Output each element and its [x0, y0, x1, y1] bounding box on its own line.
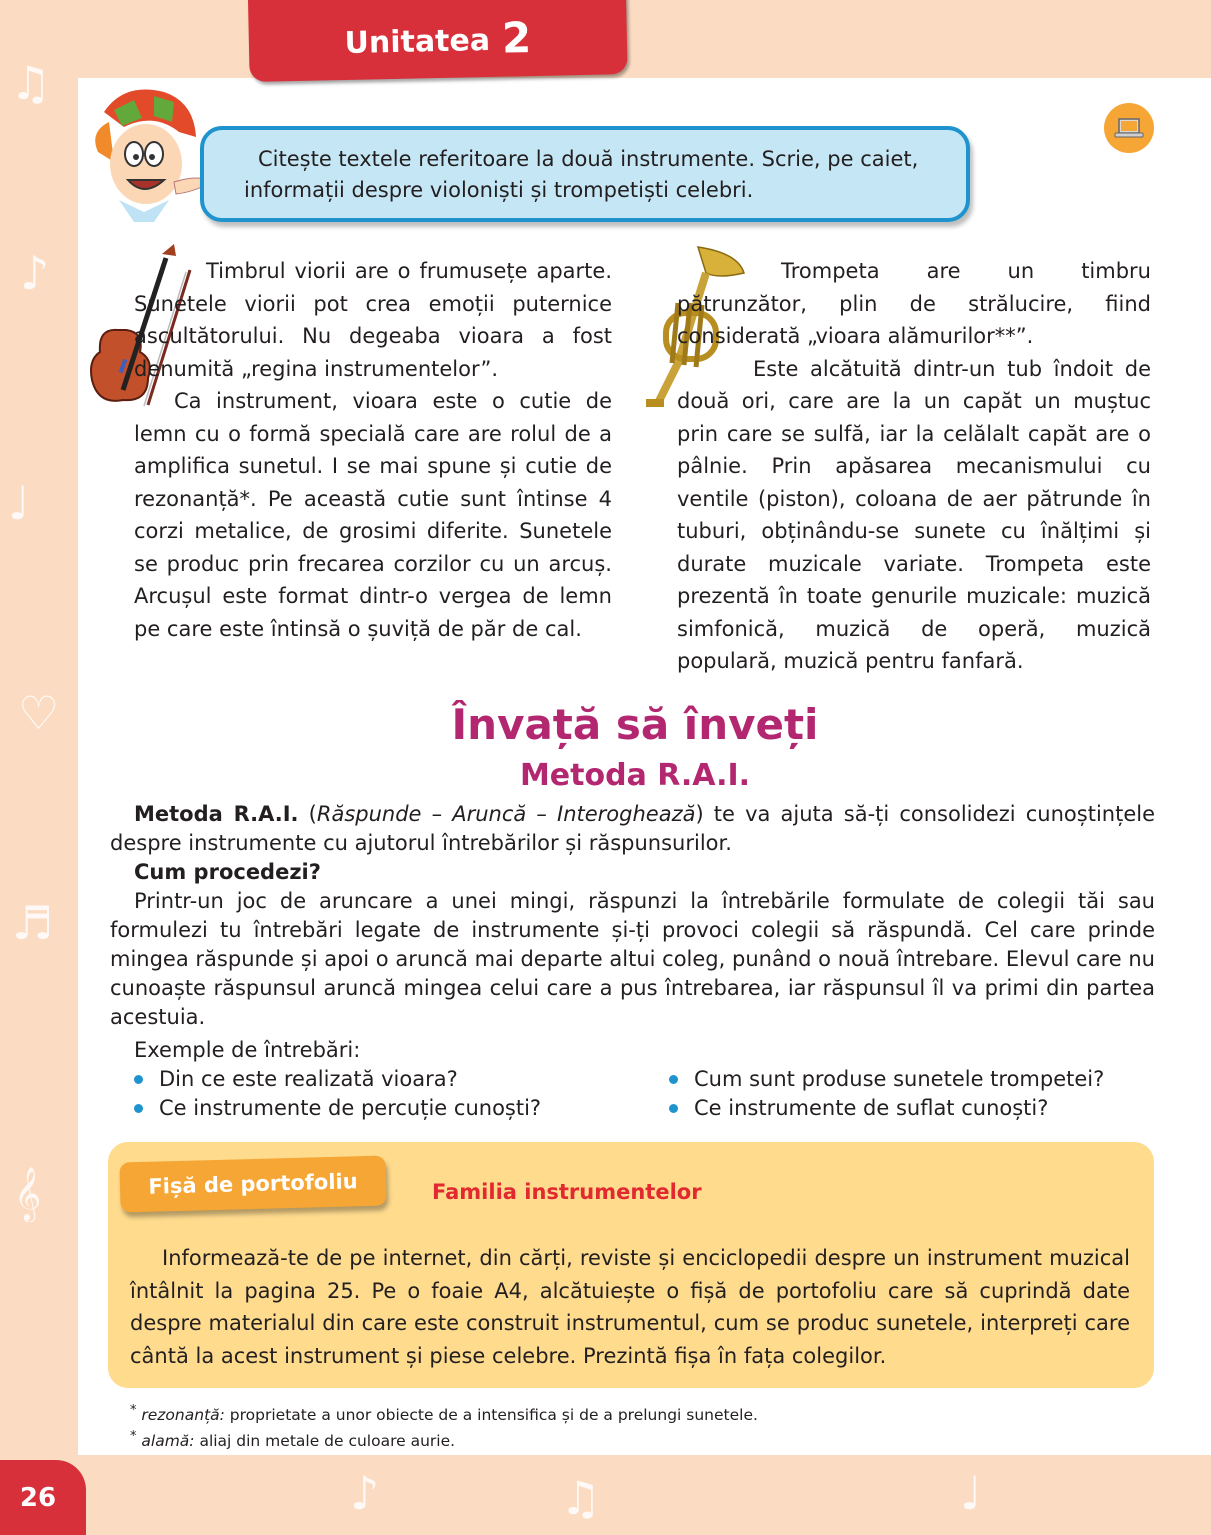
- rai-intro-bold: Metoda R.A.I.: [134, 802, 299, 826]
- footnote-term: alamă:: [141, 1432, 195, 1451]
- rai-method-text: [110, 800, 1155, 1032]
- mascot-boy-icon: [84, 82, 214, 222]
- portfolio-title: Familia instrumentelor: [432, 1180, 702, 1204]
- rai-intro-rest: ) te va ajuta să-ți consolidezi cunoștințele despre instrumente cu ajutorul întrebărilor și răspunsurilor.: [110, 802, 1155, 855]
- section-subtitle: Metoda R.A.I.: [519, 758, 751, 793]
- footnotes: [130, 1400, 758, 1452]
- question-text: Cum sunt produse sunetele trompetei?: [694, 1067, 1105, 1091]
- bullet-icon: [669, 1104, 678, 1113]
- examples-section: [110, 1036, 1155, 1123]
- violin-text: [134, 255, 612, 645]
- page-number: 26: [0, 1460, 86, 1535]
- music-note-icon: ♩: [8, 476, 30, 530]
- digital-resource-button[interactable]: [1104, 103, 1154, 153]
- footnote-mark: *: [130, 1429, 137, 1445]
- footnote: [130, 1426, 758, 1452]
- instruction-bubble: [200, 126, 970, 222]
- music-note-icon: ♪: [350, 1466, 380, 1520]
- bullet-icon: [134, 1075, 143, 1084]
- footnote-term: rezonanță:: [141, 1406, 225, 1425]
- instruction-line-1: Citește textele referitoare la două instrumente. Scrie, pe caiet,: [258, 147, 919, 171]
- how-heading: [110, 858, 1155, 887]
- trumpet-paragraph-1: Trompeta are un timbru pătrunzător, plin de strălucire, fiind considerată „vioara alămurilor**”.: [677, 259, 1151, 348]
- how-text: Printr-un joc de aruncare a unei mingi, răspunzi la întrebările formulate de colegii tăi sau formulezi tu întrebări legate de instrumente și-ți provoci colegii să răspundă. Cel care prinde mingea răspunde și apoi o aruncă mai departe altui coleg, punând o nouă întrebare. Elevul care nu cunoaște răspunsul aruncă mingea celui care a pus întrebarea, iar răspunsul îl va primi din partea acestuia.: [110, 889, 1155, 1029]
- footnote-mark: *: [130, 1403, 137, 1418]
- trumpet-paragraph-2: Este alcătuită dintr-un tub îndoit de două ori, care are la un capăt un muștuc prin care se sulfă, iar la celălalt capăt are o pâlnie. Prin apăsarea mecanismului cu ventile (piston), coloana de aer pătrunde în tuburi, obținându-se sunete cu înălțimi și durate muzicale variate. Trompeta este prezentă în toate genurile muzicale: muzică simfonică, muzică de operă, muzică populară, muzică pentru fanfară.: [677, 356, 1151, 673]
- trumpet-text: [677, 255, 1151, 678]
- violin-paragraph-1: Timbrul viorii are o frumusețe aparte. Sunetele viorii pot crea emoții puternice ascultătorului. Nu degeaba vioara a fost denumită „regina instrumentelor”.: [134, 259, 612, 381]
- violin-paragraph-2: Ca instrument, vioara este o cutie de lemn cu o formă specială care are rolul de a amplifica sunetul. I se mai spune și cutie de rezonanță*. Pe această cutie sunt întinse 4 corzi metalice, de grosimi diferite. Sunetele se produc prin frecarea corzilor cu un arcuș. Arcușul este format dintr-o vergea de lemn pe care este întinsă o șuviță de păr de cal.: [134, 389, 612, 641]
- question-text: Din ce este realizată vioara?: [159, 1067, 458, 1091]
- music-note-icon: ♫: [560, 1471, 602, 1525]
- rai-intro-paren: (: [298, 802, 317, 826]
- question-list: [110, 1065, 1155, 1123]
- footnote-text: proprietate a unor obiecte de a intensifica și de a prelungi sunetele.: [224, 1406, 758, 1425]
- question-text: Ce instrumente de suflat cunoști?: [694, 1096, 1049, 1120]
- instruction-line-2: informații despre violoniști și trompetiști celebri.: [244, 178, 754, 202]
- unit-label: Unitatea: [344, 22, 491, 61]
- question-item: [134, 1094, 669, 1123]
- portfolio-tab: Fișă de portofoliu: [119, 1156, 386, 1213]
- question-item: [669, 1065, 1169, 1094]
- question-item: [669, 1094, 1169, 1123]
- music-note-icon: ♩: [960, 1466, 982, 1520]
- heart-note-icon: ♡: [18, 686, 60, 740]
- rai-intro-italic: Răspunde – Aruncă – Interoghează: [316, 802, 696, 826]
- question-text: Ce instrumente de percuție cunoști?: [159, 1096, 542, 1120]
- treble-clef-icon: 𝄞: [14, 1166, 42, 1220]
- section-title: Învață să înveți: [451, 700, 819, 749]
- bullet-icon: [134, 1104, 143, 1113]
- unit-header-tab: [248, 0, 628, 82]
- laptop-icon: [1114, 117, 1144, 139]
- unit-number: 2: [501, 12, 532, 63]
- footnote: [130, 1400, 758, 1426]
- examples-label: Exemple de întrebări:: [134, 1038, 361, 1062]
- music-note-icon: ♪: [20, 246, 50, 300]
- music-note-icon: ♬: [12, 896, 54, 950]
- how-heading-text: Cum procedezi?: [134, 860, 321, 884]
- rai-intro: [110, 800, 1155, 858]
- portfolio-body: Informează-te de pe internet, din cărți, reviste și enciclopedii despre un instrument muzical întâlnit la pagina 25. Pe o foaie A4, alcătuiește o fișă de portofoliu care să cuprindă date despre materialul din care este construit instrumentul, cum se produc sunetele, interpreți care cântă la acest instrument și piese celebre. Prezintă fișa în fața colegilor.: [130, 1246, 1130, 1368]
- music-note-icon: ♫: [10, 56, 52, 110]
- footnote-text: aliaj din metale de culoare aurie.: [194, 1432, 456, 1451]
- portfolio-box: [108, 1142, 1154, 1388]
- bullet-icon: [669, 1075, 678, 1084]
- question-item: [134, 1065, 669, 1094]
